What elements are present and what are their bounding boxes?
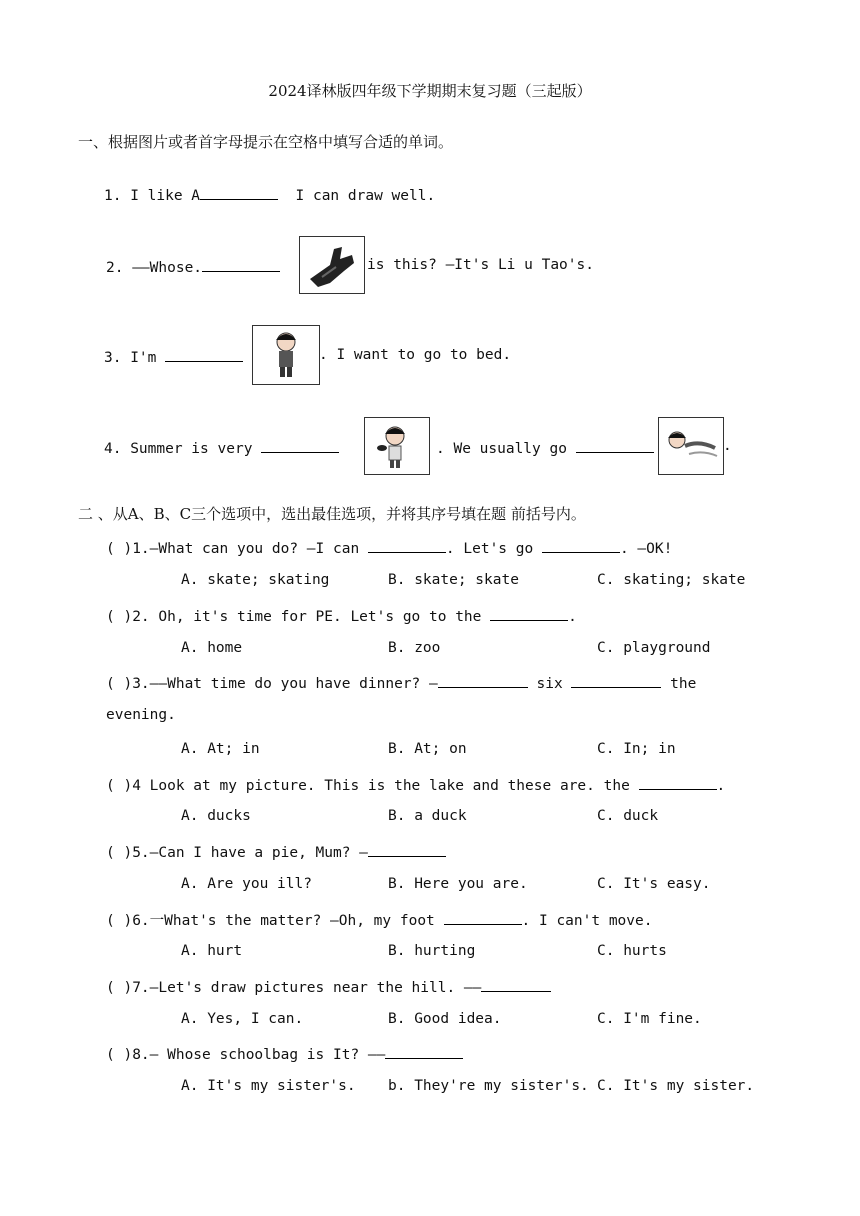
mc-question-5 (106, 842, 446, 861)
mc-question-3 (106, 673, 696, 692)
option-a: A. home (181, 640, 243, 656)
question-text: the (670, 676, 697, 692)
answer-blank[interactable] (542, 538, 620, 553)
answer-bracket[interactable]: ( ) (106, 541, 133, 557)
question-text: . I want to go to bed. (319, 347, 512, 363)
question-number: 3. (104, 350, 122, 366)
question-text: I'm (130, 350, 157, 366)
answer-blank[interactable] (639, 775, 717, 790)
option-a: A. hurt (181, 943, 243, 959)
fill-question-4-cont (436, 438, 654, 457)
question-text: . Let's go (445, 541, 534, 557)
option-c: C. In; in (597, 741, 676, 757)
option-c: C. skating; skate (597, 572, 746, 588)
answer-blank[interactable] (490, 606, 568, 621)
fill-question-4 (104, 438, 339, 457)
hot-girl-picture (364, 417, 430, 475)
answer-blank[interactable] (200, 185, 278, 200)
answer-blank[interactable] (261, 438, 339, 453)
mc-question-7 (106, 977, 551, 996)
question-text: 4 Look at my picture. This is the lake and these are. the (132, 778, 630, 794)
answer-bracket[interactable]: ( ) (106, 845, 133, 861)
page-title: 2024译林版四年级下学期期末复习题（三起版） (268, 82, 592, 100)
question-text: ——Whose. (132, 260, 203, 276)
answer-blank[interactable] (438, 673, 528, 688)
fill-question-2 (106, 257, 280, 276)
option-a: A. At; in (181, 741, 260, 757)
mc-question-2 (106, 606, 577, 625)
question-text: Summer is very (130, 441, 253, 457)
mc-question-1 (106, 538, 672, 557)
question-text: . (723, 438, 732, 454)
option-b: B. Here you are. (388, 876, 528, 892)
question-text: 5.—Can I have a pie, Mum? — (132, 845, 368, 861)
question-number: 2. (106, 260, 124, 276)
section1-heading: 一、根据图片或者首字母提示在空格中填写合适的单词。 (78, 133, 454, 151)
question-text: . (568, 609, 577, 625)
option-c: C. playground (597, 640, 711, 656)
section2-heading: 二 、从A、B、C三个选项中，选出最佳选项，并将其序号填在题 前括号内。 (78, 505, 586, 523)
option-b: B. Good idea. (388, 1011, 502, 1027)
question-number: 1. (104, 188, 122, 204)
option-b: B. zoo (388, 640, 441, 656)
question-text: 1.—What can you do? —I can (132, 541, 360, 557)
option-c: C. It's easy. (597, 876, 711, 892)
option-b: B. a duck (388, 808, 467, 824)
question-text: is this? —It's Li u Tao's. (367, 257, 594, 273)
question-text: . I can't move. (521, 913, 653, 929)
option-a: A. ducks (181, 808, 251, 824)
swimming-icon (659, 418, 723, 474)
option-c: C. It's my sister. (597, 1078, 755, 1094)
option-a: A. It's my sister's. (181, 1078, 356, 1094)
answer-blank[interactable] (576, 438, 654, 453)
option-b: b. They're my sister's. (388, 1078, 589, 1094)
mc-question-8 (106, 1044, 463, 1063)
glove-icon (300, 237, 364, 293)
option-c: C. duck (597, 808, 659, 824)
answer-bracket[interactable]: ( ) (106, 1047, 133, 1063)
answer-blank[interactable] (571, 673, 661, 688)
question-text: . —OK! (619, 541, 673, 557)
option-a: A. skate; skating (181, 572, 330, 588)
fill-question-1 (104, 185, 435, 204)
answer-blank[interactable] (368, 842, 446, 857)
mc-question-4 (106, 775, 725, 794)
answer-blank[interactable] (368, 538, 446, 553)
option-a: A. Are you ill? (181, 876, 312, 892)
answer-bracket[interactable]: ( ) (106, 778, 133, 794)
answer-bracket[interactable]: ( ) (106, 676, 133, 692)
question-continuation: evening. (106, 707, 176, 723)
question-text: . We usually go (436, 441, 567, 457)
glove-picture (299, 236, 365, 294)
option-b: B. hurting (388, 943, 476, 959)
answer-bracket[interactable]: ( ) (106, 609, 133, 625)
question-text: 3.——What time do you have dinner? — (132, 676, 438, 692)
question-number: 4. (104, 441, 122, 457)
tired-boy-picture (252, 325, 320, 385)
question-text: 2. Oh, it's time for PE. Let's go to the (132, 609, 482, 625)
option-c: C. hurts (597, 943, 667, 959)
question-text: 6.一What's the matter? —Oh, my foot (132, 913, 435, 929)
question-text: six (536, 676, 563, 692)
answer-bracket[interactable]: ( ) (106, 980, 133, 996)
answer-blank[interactable] (165, 347, 243, 362)
tired-boy-icon (253, 326, 319, 384)
answer-blank[interactable] (444, 910, 522, 925)
answer-bracket[interactable]: ( ) (106, 913, 133, 929)
fill-question-3 (104, 347, 243, 366)
option-b: B. At; on (388, 741, 467, 757)
answer-blank[interactable] (385, 1044, 463, 1059)
swimming-picture (658, 417, 724, 475)
option-a: A. Yes, I can. (181, 1011, 304, 1027)
question-text: 8.— Whose schoolbag is It? —— (132, 1047, 386, 1063)
question-text: . (716, 778, 726, 794)
question-text: 7.—Let's draw pictures near the hill. —— (132, 980, 482, 996)
answer-blank[interactable] (202, 257, 280, 272)
question-text: I like A (130, 188, 201, 204)
mc-question-6 (106, 909, 652, 930)
option-b: B. skate; skate (388, 572, 519, 588)
option-c: C. I'm fine. (597, 1011, 702, 1027)
answer-blank[interactable] (481, 977, 551, 992)
hot-girl-icon (365, 418, 429, 474)
question-text: I can draw well. (295, 188, 436, 204)
